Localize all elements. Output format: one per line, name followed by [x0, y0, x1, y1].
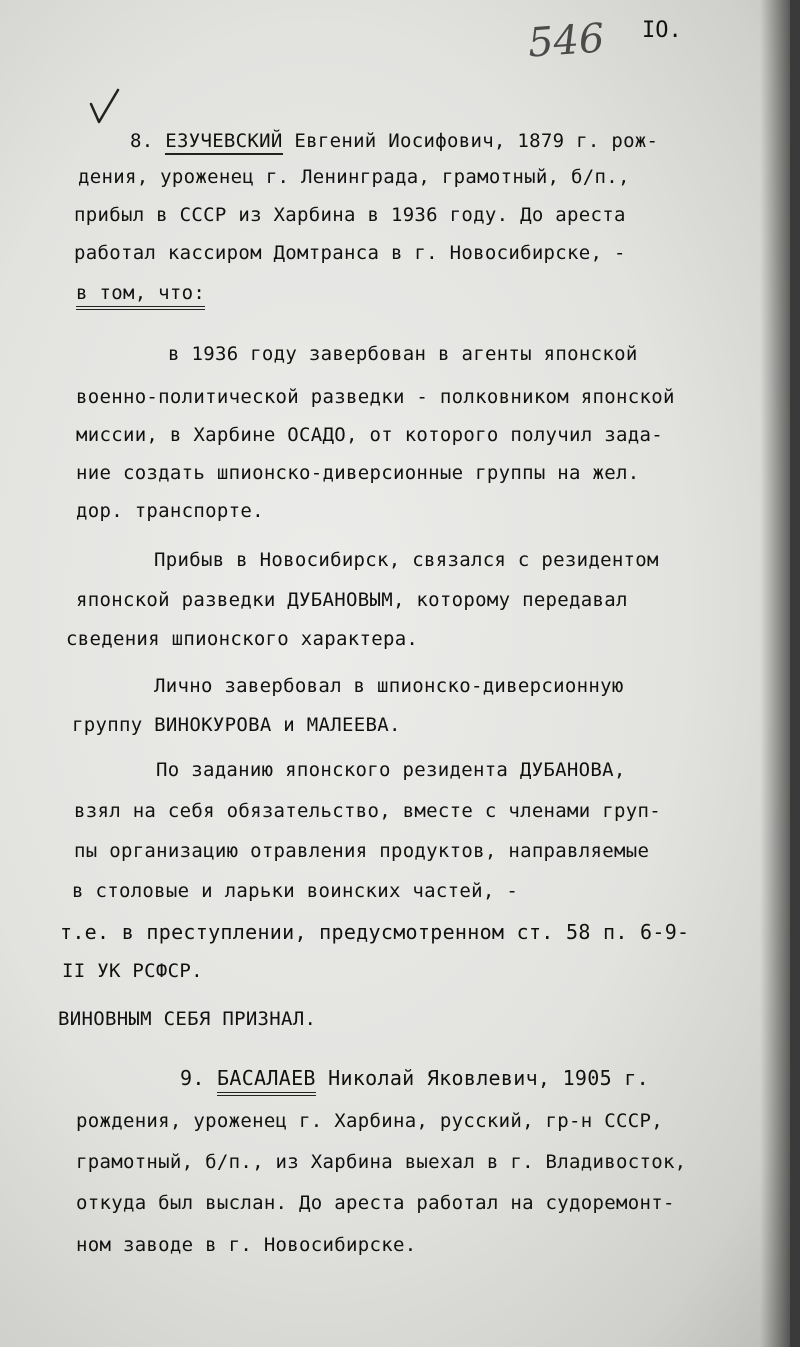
entry-9-line: ном заводе в г. Новосибирске. [76, 1234, 417, 1256]
paragraph-line: в столовые и ларьки воинских частей, - [72, 880, 519, 902]
entry-8-in-that: в том, что: [76, 282, 205, 304]
entry-8-line: дения, уроженец г. Ленинграда, грамотный, б/п., [78, 166, 630, 188]
paragraph-line: взял на себя обязательство, вместе с членами груп- [74, 800, 661, 822]
entry-9-name: Николай Яковлевич, 1905 г. [328, 1066, 649, 1090]
entry-8-plea: ВИНОВНЫМ СЕБЯ ПРИЗНАЛ. [58, 1008, 317, 1030]
checkmark-icon [88, 88, 122, 128]
paragraph-line: Лично завербовал в шпионско-диверсионную [154, 675, 624, 697]
crime-line: II УК РСФСР. [62, 960, 203, 982]
paragraph-line: ние создать шпионско-диверсионные группы на жел. [76, 462, 640, 484]
paragraph-line: Прибыв в Новосибирск, связался с резидентом [154, 549, 659, 571]
crime-line: т.е. в преступлении, предусмотренном ст. 58 п. 6-9- [60, 920, 690, 944]
entry-9-surname: БАСАЛАЕВ [217, 1066, 316, 1096]
entry-9-number: 9. [180, 1066, 205, 1090]
entry-8-line: прибыл в СССР из Харбина в 1936 году. До ареста [74, 204, 626, 226]
paragraph-line: миссии, в Харбине ОСАДО, от которого получил зада- [76, 424, 663, 446]
entry-9-line: грамотный, б/п., из Харбина выехал в г. Владивосток, [76, 1151, 687, 1173]
entry-9-line: откуда был выслан. До ареста работал на судоремонт- [76, 1192, 675, 1214]
paragraph-line: военно-политической разведки - полковником японской [76, 386, 675, 408]
paragraph-line: группу ВИНОКУРОВА и МАЛЕЕВА. [72, 714, 401, 736]
paragraph-line: японской разведки ДУБАНОВЫМ, которому передавал [76, 589, 628, 611]
paragraph-line: По заданию японского резидента ДУБАНОВА, [156, 759, 626, 781]
entry-8-heading [130, 130, 658, 152]
entry-9-heading [180, 1066, 649, 1090]
archive-stamp-number: 546 [526, 15, 606, 67]
page-number: IO. [642, 18, 682, 43]
entry-8-number: 8. [130, 130, 154, 152]
paragraph-line: сведения шпионского характера. [66, 628, 419, 650]
entry-9-line: рождения, уроженец г. Харбина, русский, гр-н СССР, [76, 1110, 663, 1132]
paragraph-line: дор. транспорте. [76, 500, 264, 522]
page-edge-shadow [760, 0, 790, 1347]
paragraph-line: пы организацию отравления продуктов, направляемые [74, 840, 650, 862]
entry-8-line: работал кассиром Домтранса в г. Новосибирске, - [74, 242, 626, 264]
entry-8-name: Евгений Иосифович, 1879 г. рож- [294, 130, 659, 152]
entry-8-surname: ЕЗУЧЕВСКИЙ [165, 130, 282, 155]
paragraph-line: в 1936 году завербован в агенты японской [168, 343, 638, 365]
